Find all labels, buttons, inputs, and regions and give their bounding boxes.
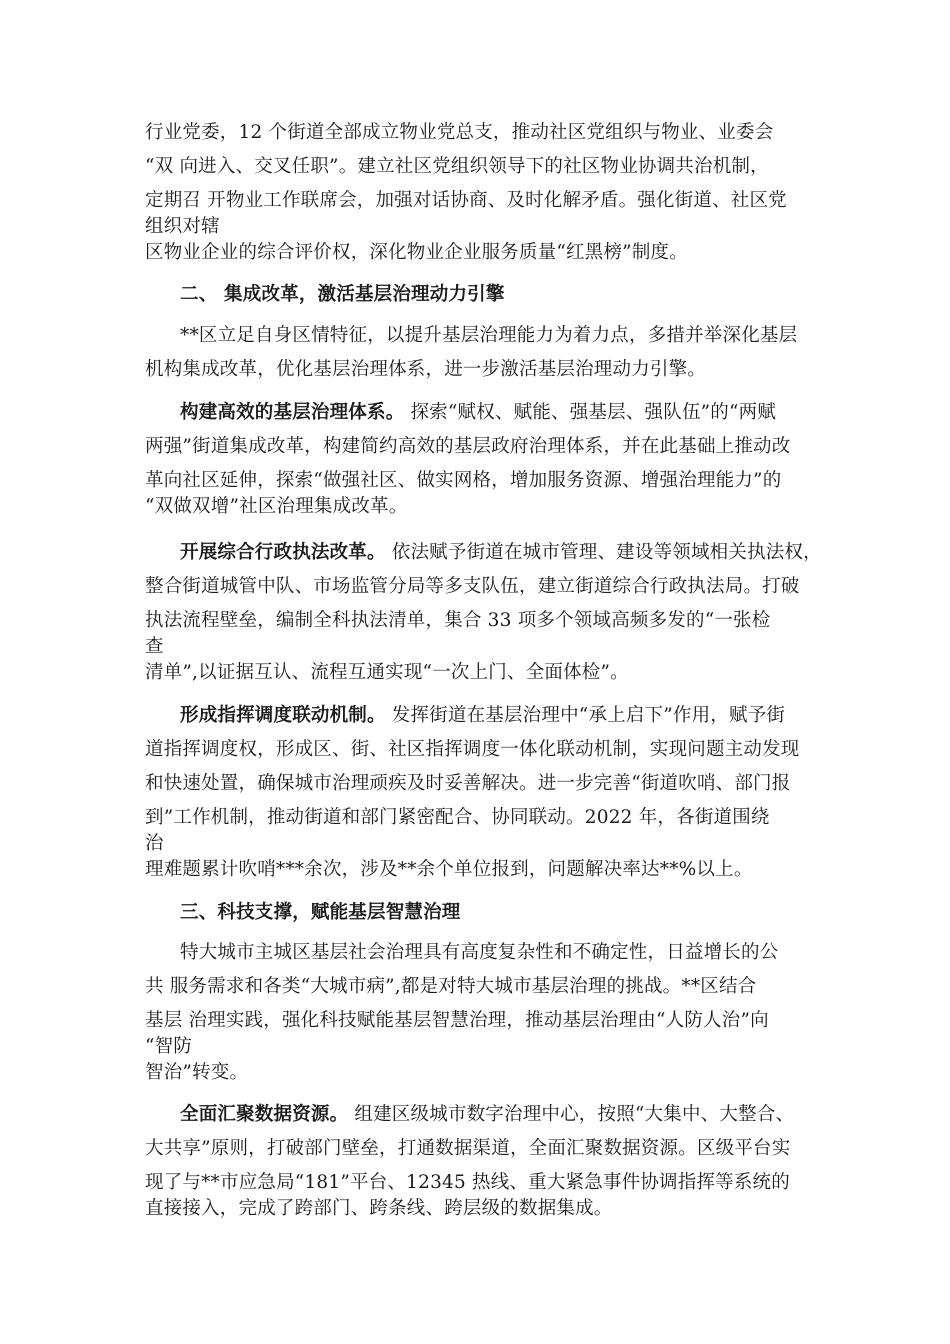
paragraph-line: 基层 治理实践，强化科技赋能基层智慧治理，推动基层治理由“人防人治”向 (145, 1010, 769, 1031)
paragraph-line: **区立足自身区情特征，以提升基层治理能力为着力点，多措并举深化基层 (180, 325, 798, 346)
paragraph-line: 革向社区延伸，探索“做强社区、做实网格，增加服务资源、增强治理能力”的 (145, 470, 782, 491)
paragraph-line: 区物业企业的综合评价权，深化物业企业服务质量“红黑榜”制度。 (145, 242, 688, 263)
paragraph-line: 特大城市主城区基层社会治理具有高度复杂性和不确定性，日益增长的公 (180, 942, 779, 963)
paragraph-line: 共 服务需求和各类“大城市病”,都是对特大城市基层治理的挑战。**区结合 (145, 976, 757, 997)
paragraph-line: “智防 (145, 1036, 193, 1057)
paragraph-line: 整合街道城管中队、市场监管分局等多支队伍，建立街道综合行政执法局。打破 (145, 576, 800, 597)
paragraph-line: 执法流程壁垒，编制全科执法清单，集合 33 项多个领域高频多发的“一张检 (145, 610, 771, 631)
section-heading-2: 二、 集成改革，激活基层治理动力引擎 (180, 284, 505, 305)
lead-phrase: 构建高效的基层治理体系。 (180, 402, 405, 423)
paragraph-line: 两强”街道集成改革，构建简约高效的基层政府治理体系，并在此基础上推动改 (145, 436, 791, 457)
paragraph-line: 大共享”原则，打破部门壁垒，打通数据渠道，全面汇聚数据资源。区级平台实 (145, 1138, 791, 1159)
paragraph-text: 发挥街道在基层治理中“承上启下”作用，赋予街 (385, 705, 786, 726)
paragraph-line: 治 (145, 833, 164, 854)
paragraph-line (180, 398, 776, 428)
paragraph-line (180, 538, 822, 568)
paragraph-line: 理难题累计吹哨***余次，涉及**余个单位报到，问题解决率达**%以上。 (145, 859, 753, 880)
paragraph-line (180, 701, 785, 731)
paragraph-line: 到”工作机制，推动街道和部门紧密配合、协同联动。2022 年，各街道围绕 (145, 807, 770, 828)
paragraph-line: 现了与**市应急局“181”平台、12345 热线、重大紧急事件协调指挥等系统的 (145, 1172, 790, 1193)
paragraph-line: 机构集成改革，优化基层治理体系，进一步激活基层治理动力引擎。 (145, 359, 707, 380)
lead-phrase: 开展综合行政执法改革。 (180, 542, 386, 563)
paragraph-line: 查 (145, 636, 164, 657)
paragraph-text: 探索“赋权、赋能、强基层、强队伍”的“两赋 (404, 402, 777, 423)
paragraph-line: 定期召 开物业工作联席会，加强对话协商、及时化解矛盾。强化街道、社区党 (145, 190, 787, 211)
paragraph-line: 直接接入，完成了跨部门、跨条线、跨层级的数据集成。 (145, 1198, 613, 1219)
paragraph-line: 清单”,以证据互认、流程互通实现“一次上门、全面体检”。 (145, 662, 629, 683)
lead-phrase: 形成指挥调度联动机制。 (180, 705, 386, 726)
paragraph-line: 行业党委，12 个街道全部成立物业党总支，推动社区党组织与物业、业委会 (145, 122, 774, 143)
paragraph-line: “双做双增”社区治理集成改革。 (145, 496, 408, 517)
paragraph-line: 智治”转变。 (145, 1062, 249, 1083)
paragraph-text: 依法赋予街道在城市管理、建设等领域相关执法权， (385, 542, 822, 563)
paragraph-line (180, 1100, 794, 1130)
paragraph-line: 道指挥调度权，形成区、街、社区指挥调度一体化联动机制，实现问题主动发现 (145, 739, 800, 760)
paragraph-line: “双 向进入、交叉任职”。建立社区党组织领导下的社区物业协调共治机制， (145, 156, 769, 177)
section-heading-3: 三、科技支撑，赋能基层智慧治理 (180, 902, 461, 923)
paragraph-line: 组织对辖 (145, 216, 220, 237)
lead-phrase: 全面汇聚数据资源。 (180, 1104, 349, 1125)
paragraph-line: 和快速处置，确保城市治理顽疾及时妥善解决。进一步完善“街道吹哨、部门报 (145, 773, 791, 794)
paragraph-text: 组建区级城市数字治理中心，按照“大集中、大整合、 (348, 1104, 795, 1125)
